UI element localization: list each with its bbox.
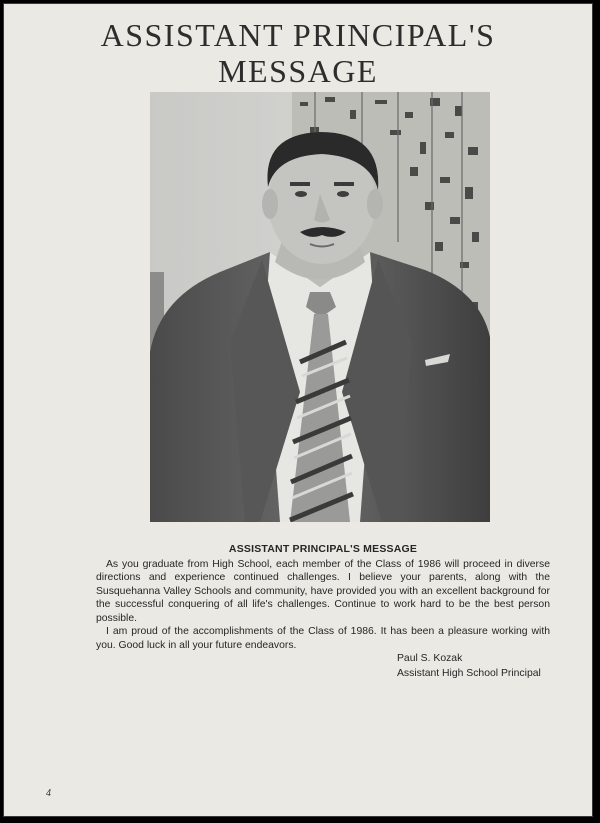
- signature-name: Paul S. Kozak: [397, 653, 463, 664]
- message-text-block: [96, 543, 550, 652]
- principal-portrait-photo: [150, 92, 490, 522]
- yearbook-page: [3, 3, 593, 817]
- page-title-line2: MESSAGE: [218, 53, 378, 89]
- message-paragraph-2: I am proud of the accomplishments of the Class of 1986. It has been a pleasure working with you. Good luck in all your future endeavors.: [96, 626, 550, 651]
- message-heading: ASSISTANT PRINCIPAL'S MESSAGE: [228, 543, 418, 555]
- page-number: 4: [46, 788, 51, 799]
- signature-title: Assistant High School Principal: [397, 668, 541, 679]
- page-title-line1: ASSISTANT PRINCIPAL'S: [100, 17, 496, 53]
- signature-block: [397, 651, 541, 681]
- message-paragraph-1: As you graduate from High School, each member of the Class of 1986 will proceed in diverse directions and experience continued challenges. I believe your parents, along with the Susquehanna Valley Schools and community, have provided you with an excellent background for the successful conquering of all life's challenges. Continue to work hard to be the best person possible.: [96, 558, 550, 624]
